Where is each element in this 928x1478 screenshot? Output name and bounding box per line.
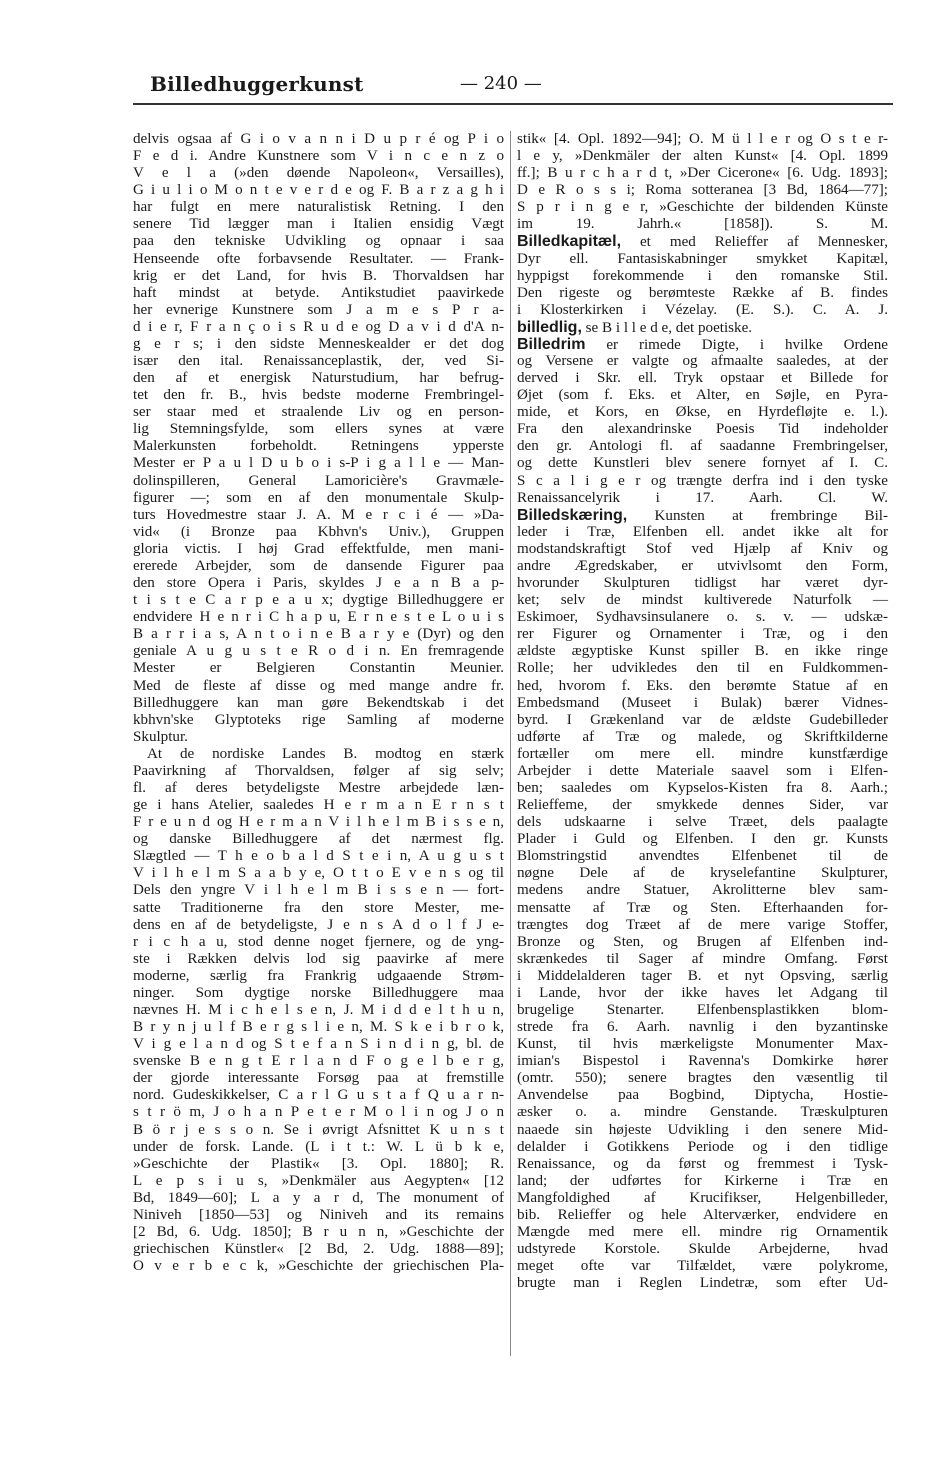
line-text: turs Hovedmestre staar J. A. M e r c i é — »Da- <box>133 506 504 523</box>
text-line <box>517 233 888 250</box>
line-text: d i e r, F r a n ç o i s R u d e og D a v i d d'A n- <box>133 318 504 335</box>
text-line <box>133 421 504 438</box>
text-line <box>133 729 504 746</box>
page-number: — 240 — <box>460 73 542 94</box>
line-text: Den rigeste og berømteste Række af B. findes <box>517 284 888 301</box>
text-line <box>517 1053 888 1070</box>
text-line <box>133 780 504 797</box>
text-line <box>517 1241 888 1258</box>
line-text: B r y n j u l f B e r g s l i e n, M. S k e i b r o k, <box>133 1019 504 1036</box>
line-text: udførte af Træ og malede, og Skriftkilderne <box>517 728 888 745</box>
line-text: B ö r j e s s o n. Se i øvrigt Afsnittet K u n s t <box>133 1121 504 1138</box>
text-line <box>517 421 888 438</box>
line-text: her evnerige Kunstnere som J a m e s P r a- <box>133 301 504 318</box>
text-line <box>133 695 504 712</box>
line-text: r i c h a u, stod denne noget fjernere, og de yng- <box>133 933 504 950</box>
line-text: Mester er Belgieren Constantin Meunier. <box>133 660 504 677</box>
line-text: griechischen Künstler« [2 Bd, 2. Udg. 1888—89]; <box>133 1241 504 1258</box>
text-line <box>517 1002 888 1019</box>
line-text: endvidere H e n r i C h a p u, E r n e s t e L o u i s <box>133 609 504 626</box>
text-line <box>133 1224 504 1241</box>
line-text: lig Stemningsfylde, som ellers synes at være <box>133 421 504 438</box>
text-line <box>517 490 888 507</box>
text-line <box>517 678 888 695</box>
text-line <box>133 660 504 677</box>
line-text: i Klosterkirken i Vézelay. (E. S.). C. A. J. <box>517 301 888 318</box>
text-line <box>517 524 888 541</box>
line-text: den af et energisk Naturstudium, har befrug- <box>133 370 504 387</box>
line-text: er rimede Digte, i hvilke Ordene <box>585 336 888 353</box>
text-line <box>517 216 888 233</box>
text-line <box>517 934 888 951</box>
line-text: Mængde med mere ell. mindre rig Ornamentik <box>517 1224 888 1240</box>
line-text: [2 Bd, 6. Udg. 1850]; B r u n n, »Geschichte der <box>133 1224 504 1240</box>
text-line <box>517 1173 888 1190</box>
line-text: moderne, særlig fra Frankrig udgaaende Strøm- <box>133 967 504 984</box>
line-text: imian's Bispestol i Ravenna's Domkirke hører <box>517 1053 888 1070</box>
line-text: Kunst, til hvis mærkeligste Monumenter Max- <box>517 1036 888 1053</box>
text-line <box>133 353 504 370</box>
line-text: og dette Kunstleri blev senere fornyet af I. C. <box>517 455 888 472</box>
line-text: ge i hans Atelier, saaledes H e r m a n E r n s t <box>133 797 504 814</box>
line-text: dolinspilleren, General Lamoricière's Gravmæle- <box>133 472 504 489</box>
text-line <box>517 1139 888 1156</box>
text-line <box>517 1224 888 1241</box>
text-line <box>517 541 888 558</box>
line-text: Rolle; her udvikledes den til en Fuldkommen- <box>517 660 888 677</box>
text-line <box>133 814 504 831</box>
line-text: V i g e l a n d og S t e f a n S i n d i n g, bl. de <box>133 1036 504 1053</box>
line-text: dels udskaarne i selve Træet, dels paalagte <box>517 814 888 831</box>
line-text: den store Opera i Paris, skyldes J e a n B a p- <box>133 575 504 592</box>
line-text: Renaissance, og da først og fremmest i Tysk- <box>517 1155 888 1172</box>
line-text: haft mindst at betyde. Antikstudiet paavirkede <box>133 284 504 301</box>
text-line <box>517 370 888 387</box>
line-text: Renaissancelyrik i 17. Aarh. Cl. W. <box>517 489 888 506</box>
text-line <box>133 1002 504 1019</box>
text-line <box>133 575 504 592</box>
text-line <box>517 131 888 148</box>
text-line <box>133 336 504 353</box>
line-text: »Geschichte der Plastik« [3. Opl. 1880]; R. <box>133 1155 504 1172</box>
line-text: byrd. I Grækenland var de ældste Gudebilleder <box>517 711 888 728</box>
text-line <box>133 763 504 780</box>
text-line <box>517 917 888 934</box>
line-text: g e r s; i den sidste Menneskealder er det dog <box>133 335 504 352</box>
line-text: Mester er P a u l D u b o i s-P i g a l l e — Man- <box>133 455 504 472</box>
text-line <box>133 712 504 729</box>
text-line <box>133 524 504 541</box>
line-text: Bronze og Sten, og Brugen af Elfenben ind- <box>517 933 888 950</box>
text-line <box>133 968 504 985</box>
text-line <box>517 746 888 763</box>
line-text: Slægtled — T h e o b a l d S t e i n, A u g u s t <box>133 848 504 865</box>
text-line <box>133 370 504 387</box>
line-text: svenske B e n g t E r l a n d F o g e l b e r g, <box>133 1053 504 1070</box>
text-line <box>517 319 888 336</box>
text-line <box>517 660 888 677</box>
text-line <box>133 1036 504 1053</box>
text-line <box>133 404 504 421</box>
text-line <box>133 917 504 934</box>
text-line <box>517 148 888 165</box>
text-line <box>133 1190 504 1207</box>
right-column <box>517 131 888 1292</box>
line-text: B a r r i a s, A n t o i n e B a r y e (Dyr) og den <box>133 626 504 643</box>
text-line <box>133 643 504 660</box>
text-line <box>133 985 504 1002</box>
text-line <box>133 541 504 558</box>
line-text: trængtes dog Træet af de mere varige Stoffer, <box>517 916 888 933</box>
text-line <box>133 1241 504 1258</box>
line-text: L e p s i u s, »Denkmäler aus Aegypten« [12 <box>133 1172 504 1189</box>
line-text: delalder i Gotikkens Periode og i den tidlige <box>517 1138 888 1155</box>
line-text: Med de fleste af disse og med mange andre fr. <box>133 677 504 694</box>
text-line <box>517 1190 888 1207</box>
text-line <box>133 473 504 490</box>
text-line <box>133 251 504 268</box>
text-line <box>517 848 888 865</box>
line-text: hvorunder Skulpturen tidligst har været dyr- <box>517 575 888 592</box>
line-text: F e d i. Andre Kunstnere som V i n c e n z o <box>133 148 504 165</box>
text-line <box>517 643 888 660</box>
line-text: rer Figurer og Ornamenter i Træ, og i den <box>517 626 888 643</box>
line-text: ererede Arbejder, som de dansende Figurer paa <box>133 557 504 574</box>
text-line <box>517 900 888 917</box>
text-line <box>133 678 504 695</box>
line-text: senere Tid lægger man i Italien ensidig Vægt <box>133 216 504 233</box>
running-head <box>150 72 870 102</box>
line-text: im 19. Jahrh.« [1858]). S. M. <box>517 216 888 233</box>
line-text: l e y, »Denkmäler der alten Kunst« [4. Opl. 1899 <box>517 148 888 165</box>
text-line <box>133 131 504 148</box>
line-text: i Lande, hvor der ikke haves let Adgang til <box>517 984 888 1001</box>
text-line <box>133 934 504 951</box>
text-line <box>517 558 888 575</box>
text-line <box>133 285 504 302</box>
line-text: derved i Skr. ell. Tryk opstaar et Billede for <box>517 370 888 387</box>
line-text: Dyr ell. Fantasiskabninger smykket Kapitæl, <box>517 250 888 267</box>
text-line <box>517 968 888 985</box>
line-text: strede fra 6. Aarh. navnlig i den byzantinske <box>517 1019 888 1036</box>
line-text: mide, et Kors, en Økse, en Hyrdefløjte e. l.). <box>517 404 888 421</box>
line-text: hyppigst forekommende i den romanske Stil. <box>517 267 888 284</box>
line-text: Eskimoer, Sydhavsinsulanere o. s. v. — udskæ- <box>517 609 888 626</box>
text-line <box>517 182 888 199</box>
column-divider <box>510 131 511 1356</box>
text-line <box>517 609 888 626</box>
line-text: Kunsten at frembringe Bil- <box>627 507 888 524</box>
text-line <box>517 575 888 592</box>
text-line <box>517 1156 888 1173</box>
line-text: leder i Træ, Elfenben ell. andet ikke alt for <box>517 523 888 540</box>
line-text: t i s t e C a r p e a u x; dygtige Billedhuggere er <box>133 592 504 609</box>
text-line <box>133 182 504 199</box>
text-line <box>133 558 504 575</box>
line-text: Henseende ofte forbavsende Resultater. — Frank- <box>133 250 504 267</box>
text-line <box>517 729 888 746</box>
text-line <box>517 251 888 268</box>
line-text: andre Ægredskaber, er utvivlsomt den Form, <box>517 557 888 574</box>
line-text: Fra den alexandrinske Poesis Tid indeholder <box>517 421 888 438</box>
text-line <box>133 148 504 165</box>
text-line <box>133 1258 504 1275</box>
text-line <box>133 1019 504 1036</box>
line-text: nøgne Dele af de kryselefantine Skulpturer, <box>517 865 888 882</box>
line-text: der gjorde interessante Forsøg paa at fremstille <box>133 1070 504 1087</box>
text-line <box>517 199 888 216</box>
text-line <box>133 233 504 250</box>
line-text: brugelige Stenarter. Elfenbensplastikken blom- <box>517 1001 888 1018</box>
text-line <box>517 1122 888 1139</box>
text-line <box>133 490 504 507</box>
line-text: i Middelalderen tager B. et nyt Opsving, særlig <box>517 967 888 984</box>
text-line <box>133 1053 504 1070</box>
line-text: hed, hvorom f. Eks. den berømte Statue af en <box>517 677 888 694</box>
text-line <box>517 404 888 421</box>
text-line <box>517 797 888 814</box>
text-line <box>517 455 888 472</box>
line-text: S p r i n g e r, »Geschichte der bildenden Künste <box>517 199 888 216</box>
text-line <box>133 1070 504 1087</box>
text-line <box>133 626 504 643</box>
line-text: V e l a (»den døende Napoleon«, Versailles), <box>133 165 504 182</box>
text-line <box>133 1104 504 1121</box>
line-text: gloria victis. I høj Grad effektfulde, men mani- <box>133 540 504 557</box>
line-text: D e R o s s i; Roma sotteranea [3 Bd, 1864—77]; <box>517 182 888 199</box>
text-line <box>133 199 504 216</box>
text-line <box>133 1122 504 1139</box>
line-text: nord. Gudeskikkelser, C a r l G u s t a f Q u a r n- <box>133 1087 504 1104</box>
line-text: ser staar med et straalende Liv og en person- <box>133 404 504 421</box>
text-line <box>133 507 504 524</box>
text-line <box>133 746 504 763</box>
line-text: fortæller om mere ell. mindre kunstfærdige <box>517 745 888 762</box>
text-line <box>517 985 888 1002</box>
line-text: brugte man i Reglen Lindetræ, som efter Ud- <box>517 1275 888 1292</box>
line-text: geniale A u g u s t e R o d i n. En fremragende <box>133 643 504 660</box>
text-line <box>517 1275 888 1292</box>
line-text: Relieffeme, der smykkede dennes Sider, var <box>517 797 888 814</box>
line-text: skrænkedes til Sager af mindre Omfang. Først <box>517 950 888 967</box>
text-line <box>517 1019 888 1036</box>
text-line <box>133 319 504 336</box>
text-line <box>133 951 504 968</box>
entry-headword: Billedrim <box>517 335 586 353</box>
text-line <box>517 1036 888 1053</box>
line-text: At de nordiske Landes B. modtog en stærk <box>147 745 504 762</box>
line-text: Skulptur. <box>133 728 188 745</box>
text-line <box>517 353 888 370</box>
entry-headword: Billedskæring, <box>517 506 628 524</box>
text-line <box>517 1258 888 1275</box>
line-text: Arbejder i dette Materiale saavel som i Elfen- <box>517 762 888 779</box>
line-text: tet den fr. B., hvis bedste moderne Frembringel- <box>133 387 504 404</box>
line-text: Mangfoldighed af Krucifikser, Helgenbilleder, <box>517 1189 888 1206</box>
line-text: G i u l i o M o n t e v e r d e og F. B a r z a g h i <box>133 182 504 199</box>
line-text: figurer —; som en af den monumentale Skulp- <box>133 489 504 506</box>
line-text: især den ital. Renaissanceplastik, der, ved Si- <box>133 353 504 370</box>
text-line <box>517 695 888 712</box>
text-line <box>517 1070 888 1087</box>
line-text: fl. af deres betydeligste Mestre arbejdede læn- <box>133 779 504 796</box>
text-line <box>133 609 504 626</box>
text-line <box>133 302 504 319</box>
text-line <box>517 507 888 524</box>
header-rule <box>133 103 893 105</box>
line-text: ket; selv de mindst kultiverede Naturfolk — <box>517 592 888 609</box>
text-line <box>517 473 888 490</box>
line-text: (omtr. 550); senere bragtes den væsentlig til <box>517 1070 888 1087</box>
text-line <box>517 712 888 729</box>
line-text: Blomstringstid anvendtes Elfenbenet til de <box>517 848 888 865</box>
text-line <box>133 1156 504 1173</box>
line-text: dens en af de betydeligste, J e n s A d o l f J e- <box>133 916 504 933</box>
text-line <box>133 268 504 285</box>
line-text: ste i Rækken delvis lod sig paavirke af mere <box>133 950 504 967</box>
entry-headword: billedlig, <box>517 318 582 336</box>
line-text: se B i l l e d e, det poetiske. <box>581 319 753 336</box>
text-line <box>133 900 504 917</box>
page-title: Billedhuggerkunst <box>150 72 364 96</box>
entry-headword: Billedkapitæl, <box>517 233 622 251</box>
text-line <box>133 848 504 865</box>
text-line <box>517 1207 888 1224</box>
line-text: s t r ö m, J o h a n P e t e r M o l i n og J o n <box>133 1104 504 1121</box>
text-line <box>133 1139 504 1156</box>
text-line <box>517 626 888 643</box>
line-text: vid« (i Bronze paa Kbhvn's Univ.), Gruppen <box>133 523 504 540</box>
text-line <box>517 165 888 182</box>
text-line <box>517 438 888 455</box>
line-text: satte Traditionerne fra den store Mester, me- <box>133 899 504 916</box>
line-text: stik« [4. Opl. 1892—94]; O. M ü l l e r og O s t e r- <box>517 131 888 147</box>
text-line <box>517 285 888 302</box>
line-text: nævnes H. M i c h e l s e n, J. M i d d e l t h u n, <box>133 1001 504 1018</box>
line-text: S c a l i g e r og trængte derfra ind i den tyske <box>517 472 888 489</box>
text-line <box>133 882 504 899</box>
line-text: Malerkunsten forbeholdt. Retningens ypperste <box>133 438 504 455</box>
line-text: den gr. Antologi fl. af saadanne Frembringelser, <box>517 438 888 455</box>
line-text: Embedsmand (Museet i Bulak) bærer Vidnes- <box>517 694 888 711</box>
line-text: F r e u n d og H e r m a n V i l h e l m B i s s e n, <box>133 814 504 831</box>
text-line <box>133 831 504 848</box>
line-text: mensatte af Træ og Sten. Efterhaanden for- <box>517 899 888 916</box>
line-text: meget ofte var Tilfældet, være polykrome, <box>517 1258 888 1275</box>
line-text: et med Relieffer af Mennesker, <box>621 234 888 251</box>
text-line <box>133 1207 504 1224</box>
text-line <box>133 387 504 404</box>
text-line <box>517 1104 888 1121</box>
text-line <box>517 302 888 319</box>
line-text: under de forsk. Lande. (L i t t.: W. L ü b k e, <box>133 1138 504 1155</box>
text-line <box>133 865 504 882</box>
text-line <box>133 455 504 472</box>
line-text: kbhvn'ske Glyptoteks rige Samling af moderne <box>133 711 504 728</box>
line-text: Bd, 1849—60]; L a y a r d, The monument of <box>133 1189 504 1206</box>
line-text: krig er det Land, for hvis B. Thorvaldsen har <box>133 267 504 284</box>
line-text: Niniveh [1850—53] og Niniveh and its remains <box>133 1206 504 1223</box>
text-line <box>517 336 888 353</box>
text-line <box>133 1087 504 1104</box>
line-text: ff.]; B u r c h a r d t, »Der Cicerone« [6. Udg. 1893]; <box>517 165 888 182</box>
line-text: udstyrede Korstole. Skulde Arbejderne, hvad <box>517 1241 888 1258</box>
text-line <box>517 763 888 780</box>
line-text: og danske Billedhuggere af det nærmest flg. <box>133 831 504 848</box>
line-text: og Versene er valgte og afmaalte saaledes, at der <box>517 353 888 370</box>
line-text: bib. Relieffer og hele Alterværker, endvidere en <box>517 1206 888 1223</box>
line-text: ninger. Som dygtige norske Billedhuggere maa <box>133 984 504 1001</box>
text-line <box>517 268 888 285</box>
line-text: medens andre Statuer, Akrolitterne blev sam- <box>517 882 888 899</box>
text-line <box>133 797 504 814</box>
line-text: ældste ægyptiske Kunst spiller B. en ikke ringe <box>517 643 888 660</box>
text-line <box>133 165 504 182</box>
line-text: V i l h e l m S a a b y e, O t t o E v e n s og til <box>133 865 504 882</box>
line-text: O v e r b e c k, »Geschichte der griechischen Pla- <box>133 1258 504 1275</box>
line-text: Billedhuggere kan man gøre Bekendtskab i det <box>133 694 504 711</box>
text-line <box>133 438 504 455</box>
left-column <box>133 131 504 1275</box>
line-text: har fulgt en mere naturalistisk Retning. I den <box>133 199 504 216</box>
text-line <box>517 882 888 899</box>
line-text: Plader i Guld og Elfenben. I den gr. Kunsts <box>517 831 888 848</box>
line-text: delvis ogsaa af G i o v a n n i D u p r é og P i o <box>133 131 504 147</box>
line-text: land; der udførtes for Kirkerne i Træ en <box>517 1172 888 1189</box>
line-text: ben; saaledes om Kypselos-Kisten fra 8. Aarh.; <box>517 779 888 796</box>
line-text: paa den tekniske Udvikling og opnaar i saa <box>133 233 504 250</box>
line-text: naaede sin højeste Udvikling i den senere Mid- <box>517 1121 888 1138</box>
line-text: modstandskraftigt Stof ved Hjælp af Kniv og <box>517 540 888 557</box>
text-line <box>517 387 888 404</box>
text-line <box>133 216 504 233</box>
line-text: Paavirkning af Thorvaldsen, følger af sig selv; <box>133 762 504 779</box>
line-text: Dels den yngre V i l h e l m B i s s e n — fort- <box>133 882 504 899</box>
text-line <box>517 951 888 968</box>
text-line <box>517 592 888 609</box>
text-line <box>517 1087 888 1104</box>
text-line <box>133 1173 504 1190</box>
line-text: Anvendelse paa Bogbind, Diptycha, Hostie- <box>517 1087 888 1104</box>
line-text: Øjet (som f. Eks. et Alter, en Søjle, en Pyra- <box>517 387 888 404</box>
text-line <box>517 865 888 882</box>
text-line <box>517 780 888 797</box>
text-line <box>517 831 888 848</box>
text-line <box>133 592 504 609</box>
text-line <box>517 814 888 831</box>
line-text: æsker o. a. mindre Genstande. Træskulpturen <box>517 1104 888 1121</box>
